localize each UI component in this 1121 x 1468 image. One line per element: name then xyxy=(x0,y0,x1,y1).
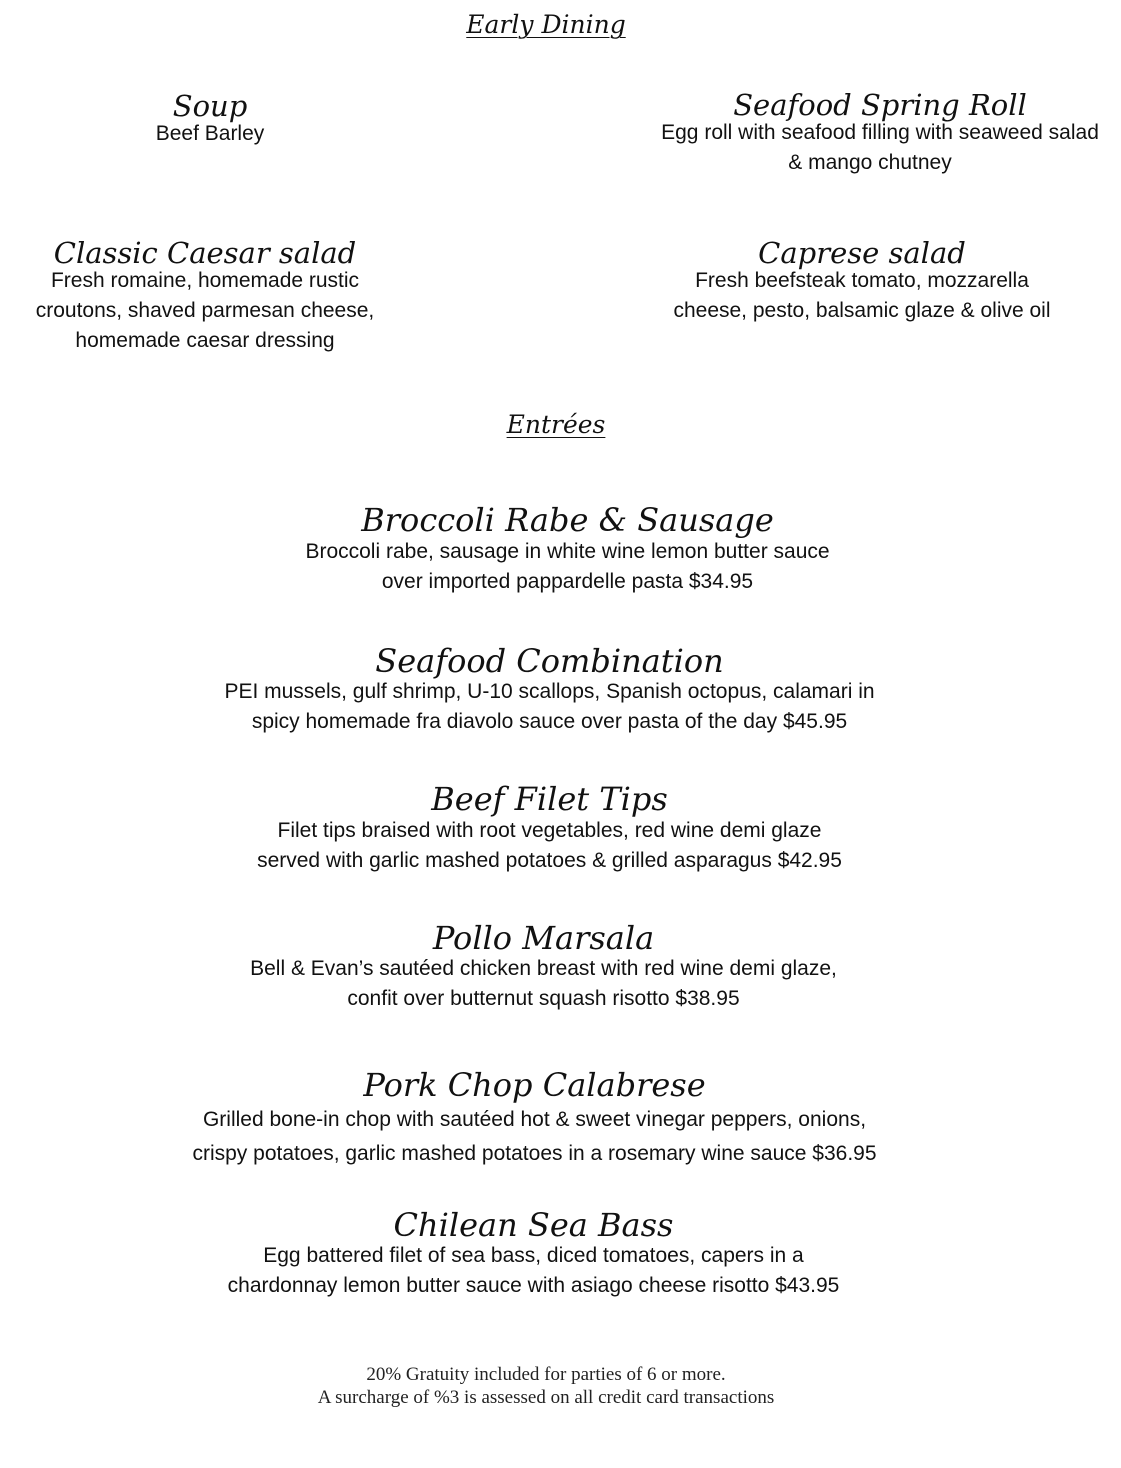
description-line: homemade caesar dressing xyxy=(75,329,335,352)
description-line: croutons, shaved parmesan cheese, xyxy=(35,299,375,322)
entree-description xyxy=(76,954,1011,1014)
entree-title: Chilean Sea Bass xyxy=(393,1206,674,1244)
description-line: Broccoli rabe, sausage in white wine lemon butter sauce xyxy=(305,540,830,563)
starter-caprese-salad xyxy=(642,235,1082,326)
entree-broccoli-rabe-sausage xyxy=(100,500,1035,597)
entree-title: Seafood Combination xyxy=(375,642,724,680)
description-line: Egg roll with seafood filling with seaweed salad xyxy=(661,121,1099,144)
starter-description xyxy=(630,118,1121,178)
entree-description xyxy=(100,537,1035,597)
starter-title: Seafood Spring Roll xyxy=(733,88,1027,122)
starter-description xyxy=(10,266,400,356)
entree-description xyxy=(82,816,1017,876)
description-line: over imported pappardelle pasta $34.95 xyxy=(381,570,754,593)
entrees-heading: Entrées xyxy=(506,410,606,439)
entree-title: Pork Chop Calabrese xyxy=(363,1066,706,1104)
description-line: crispy potatoes, garlic mashed potatoes in a rosemary wine sauce $36.95 xyxy=(192,1142,877,1165)
description-line: Fresh beefsteak tomato, mozzarella xyxy=(695,269,1029,292)
description-line: Bell & Evan’s sautéed chicken breast with red wine demi glaze, xyxy=(250,957,837,980)
starter-title: Caprese salad xyxy=(758,236,966,270)
description-line: Filet tips braised with root vegetables, red wine demi glaze xyxy=(277,819,822,842)
starter-description xyxy=(642,266,1082,326)
description-line: & mango chutney xyxy=(788,151,952,174)
starter-soup xyxy=(60,88,360,149)
description-line: Fresh romaine, homemade rustic xyxy=(50,269,360,292)
starter-title: Soup xyxy=(172,89,248,123)
description-line: chardonnay lemon butter sauce with asiago cheese risotto $43.95 xyxy=(227,1274,840,1297)
surcharge-note: A surcharge of %3 is assessed on all credit card transactions xyxy=(317,1387,775,1408)
entree-chilean-sea-bass xyxy=(66,1205,1001,1301)
entree-title: Beef Filet Tips xyxy=(431,780,668,818)
entree-title: Broccoli Rabe & Sausage xyxy=(361,501,774,539)
description-line: cheese, pesto, balsamic glaze & olive oil xyxy=(673,299,1051,322)
menu-footer xyxy=(196,1363,896,1409)
description-line: spicy homemade fra diavolo sauce over pasta of the day $45.95 xyxy=(251,710,848,733)
early-dining-heading: Early Dining xyxy=(466,10,626,39)
description-line: served with garlic mashed potatoes & grilled asparagus $42.95 xyxy=(257,849,842,872)
entree-title: Pollo Marsala xyxy=(432,919,655,957)
entree-description xyxy=(67,1101,1002,1169)
description-line: confit over butternut squash risotto $38.95 xyxy=(347,987,740,1010)
description-line: PEI mussels, gulf shrimp, U-10 scallops, Spanish octopus, calamari in xyxy=(224,680,875,703)
entree-pork-chop-calabrese xyxy=(67,1065,1002,1169)
description-line: Grilled bone-in chop with sautéed hot & sweet vinegar peppers, onions, xyxy=(202,1108,867,1131)
entree-seafood-combination xyxy=(82,641,1017,737)
entree-description xyxy=(82,677,1017,737)
gratuity-note: 20% Gratuity included for parties of 6 or more. xyxy=(366,1364,726,1385)
starter-seafood-spring-roll xyxy=(630,87,1121,178)
description-line: Egg battered filet of sea bass, diced tomatoes, capers in a xyxy=(263,1244,804,1267)
entree-beef-filet-tips xyxy=(82,779,1017,876)
starter-caesar-salad xyxy=(10,235,400,356)
starter-title: Classic Caesar salad xyxy=(53,236,357,270)
entree-pollo-marsala xyxy=(76,918,1011,1014)
entree-description xyxy=(66,1241,1001,1301)
starter-description: Beef Barley xyxy=(155,122,265,145)
